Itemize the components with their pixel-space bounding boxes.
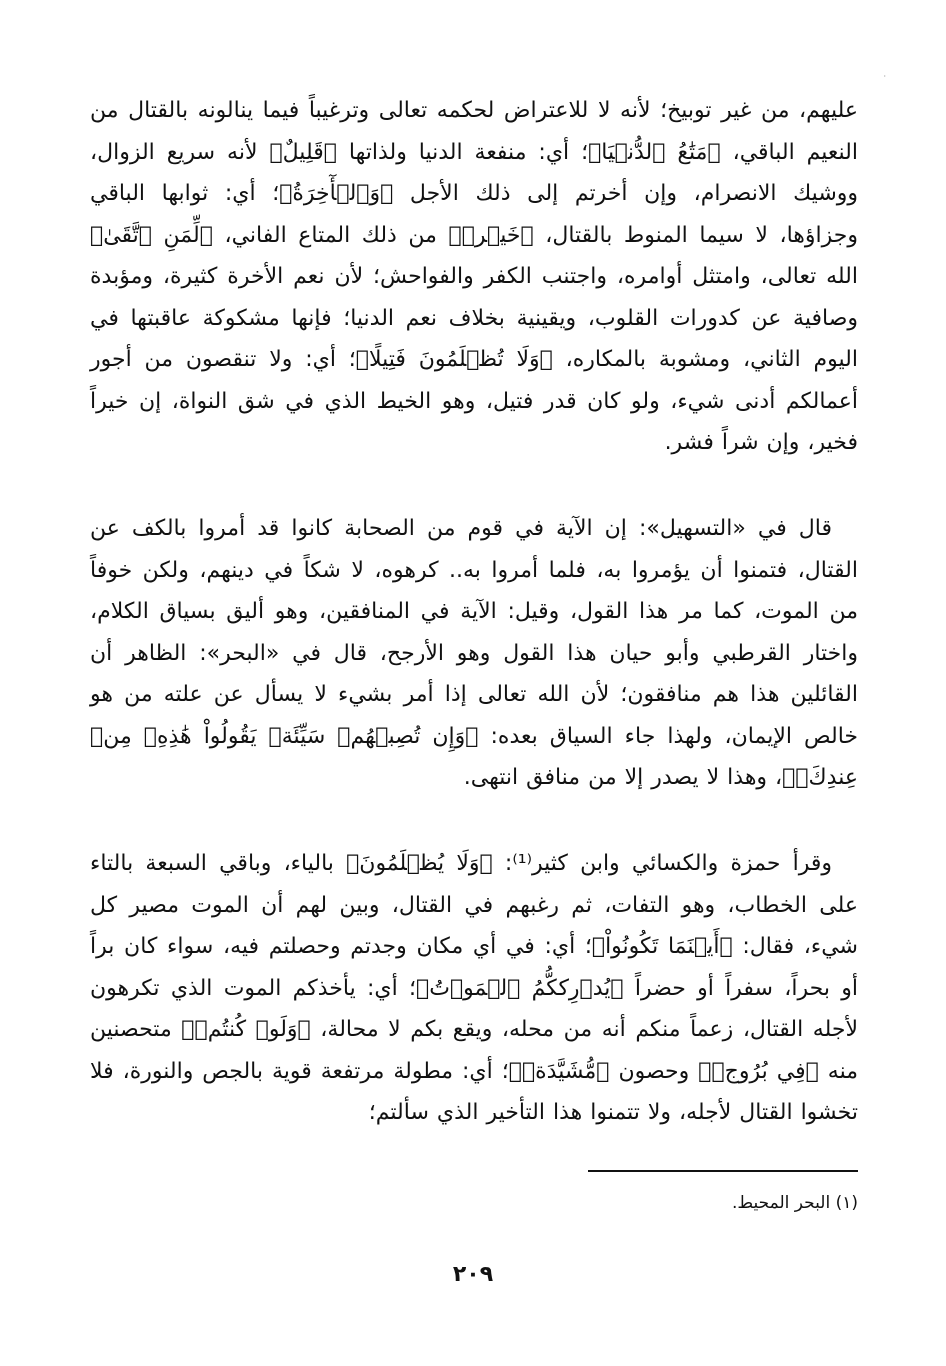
page-number: ٢٠٩ bbox=[452, 1262, 494, 1287]
paragraph-3: وقرأ حمزة والكسائي وابن كثير⁽¹⁾: ﴿وَلَا يُظۡلَمُونَ﴾ بالياء، وباقي السبعة بالتاء على الخطاب، وهو التفات، ثم رغبهم في القتال، وبين لهم أن الموت مصير كل شيء، فقال: ﴿أَيۡنَمَا تَكُونُواْ﴾؛ أي: في أي مكان وجدتم وحصلتم فيه، سواء كان براً أو بحراً، سفراً أو حضراً ﴿يُدۡرِككُّمُ ٱلۡمَوۡتُ﴾؛ أي: يأخذكم الموت الذي تكرهون لأجله القتال، زعماً منكم أنه من محله، ويقع بكم لا محالة، ﴿وَلَوۡ كُنتُمۡ﴾ متحصنين منه ﴿فِي بُرُوجٖ﴾ وحصون ﴿مُّشَيَّدَةٖ﴾؛ أي: مطولة مرتفعة قوية بالجص والنورة، فلا تخشوا القتال لأجله، ولا تتمنوا هذا التأخير الذي سألتم؛ bbox=[90, 851, 858, 1125]
footnote-separator bbox=[588, 1170, 858, 1172]
footnote: (١) البحر المحيط. bbox=[732, 1193, 858, 1213]
paragraph-2: قال في «التسهيل»: إن الآية في قوم من الصحابة كانوا قد أمروا بالكف عن القتال، فتمنوا أن يؤمروا به، فلما أمروا به.. كرهوه، لا شكاً في دينهم، ولكن خوفاً من الموت، كما مر هذا القول، وقيل: الآية في المنافقين، وهو أليق بسياق الكلام، واختار القرطبي وأبو حيان هذا القول وهو الأرجح، قال في «البحر»: الظاهر أن القائلين هذا هم منافقون؛ لأن الله تعالى إذا أمر بشيء لا يسأل عن علته من هو خالص الإيمان، ولهذا جاء السياق بعده: ﴿وَإِن تُصِبۡهُمۡ سَيِّئَةٞ يَقُولُواْ هَٰذِهِۦ مِنۡ عِندِكَۚ﴾، وهذا لا يصدر إلا من منافق انتهى. bbox=[90, 516, 858, 790]
scan-mark: · bbox=[883, 72, 886, 81]
paragraph-1: عليهم، من غير توبيخ؛ لأنه لا للاعتراض لحكمه تعالى وترغيباً فيما ينالونه بالقتال من النعيم الباقي، ﴿مَتَٰعُ ٱلدُّنۡيَا﴾؛ أي: منفعة الدنيا ولذاتها ﴿قَلِيلٌ﴾ لأنه سريع الزوال، ووشيك الانصرام، وإن أخرتم إلى ذلك الأجل ﴿وَٱلۡأٓخِرَةُ﴾؛ أي: ثوابها الباقي وجزاؤها، لا سيما المنوط بالقتال، ﴿خَيۡرٞ﴾ من ذلك المتاع الفاني، ﴿لِّمَنِ ٱتَّقَىٰ﴾ الله تعالى، وامتثل أوامره، واجتنب الكفر والفواحش؛ لأن نعم الأخرة كثيرة، ومؤبدة وصافية عن كدورات القلوب، ويقينية بخلاف نعم الدنيا؛ فإنها مشكوكة عاقبتها في اليوم الثاني، ومشوبة بالمكاره، ﴿وَلَا تُظۡلَمُونَ فَتِيلًا﴾؛ أي: ولا تنقصون من أجور أعمالكم أدنى شيء، ولو كان قدر فتيل، وهو الخيط الذي في شق النواة، إن خيراً فخير، وإن شراً فشر. bbox=[90, 98, 858, 455]
